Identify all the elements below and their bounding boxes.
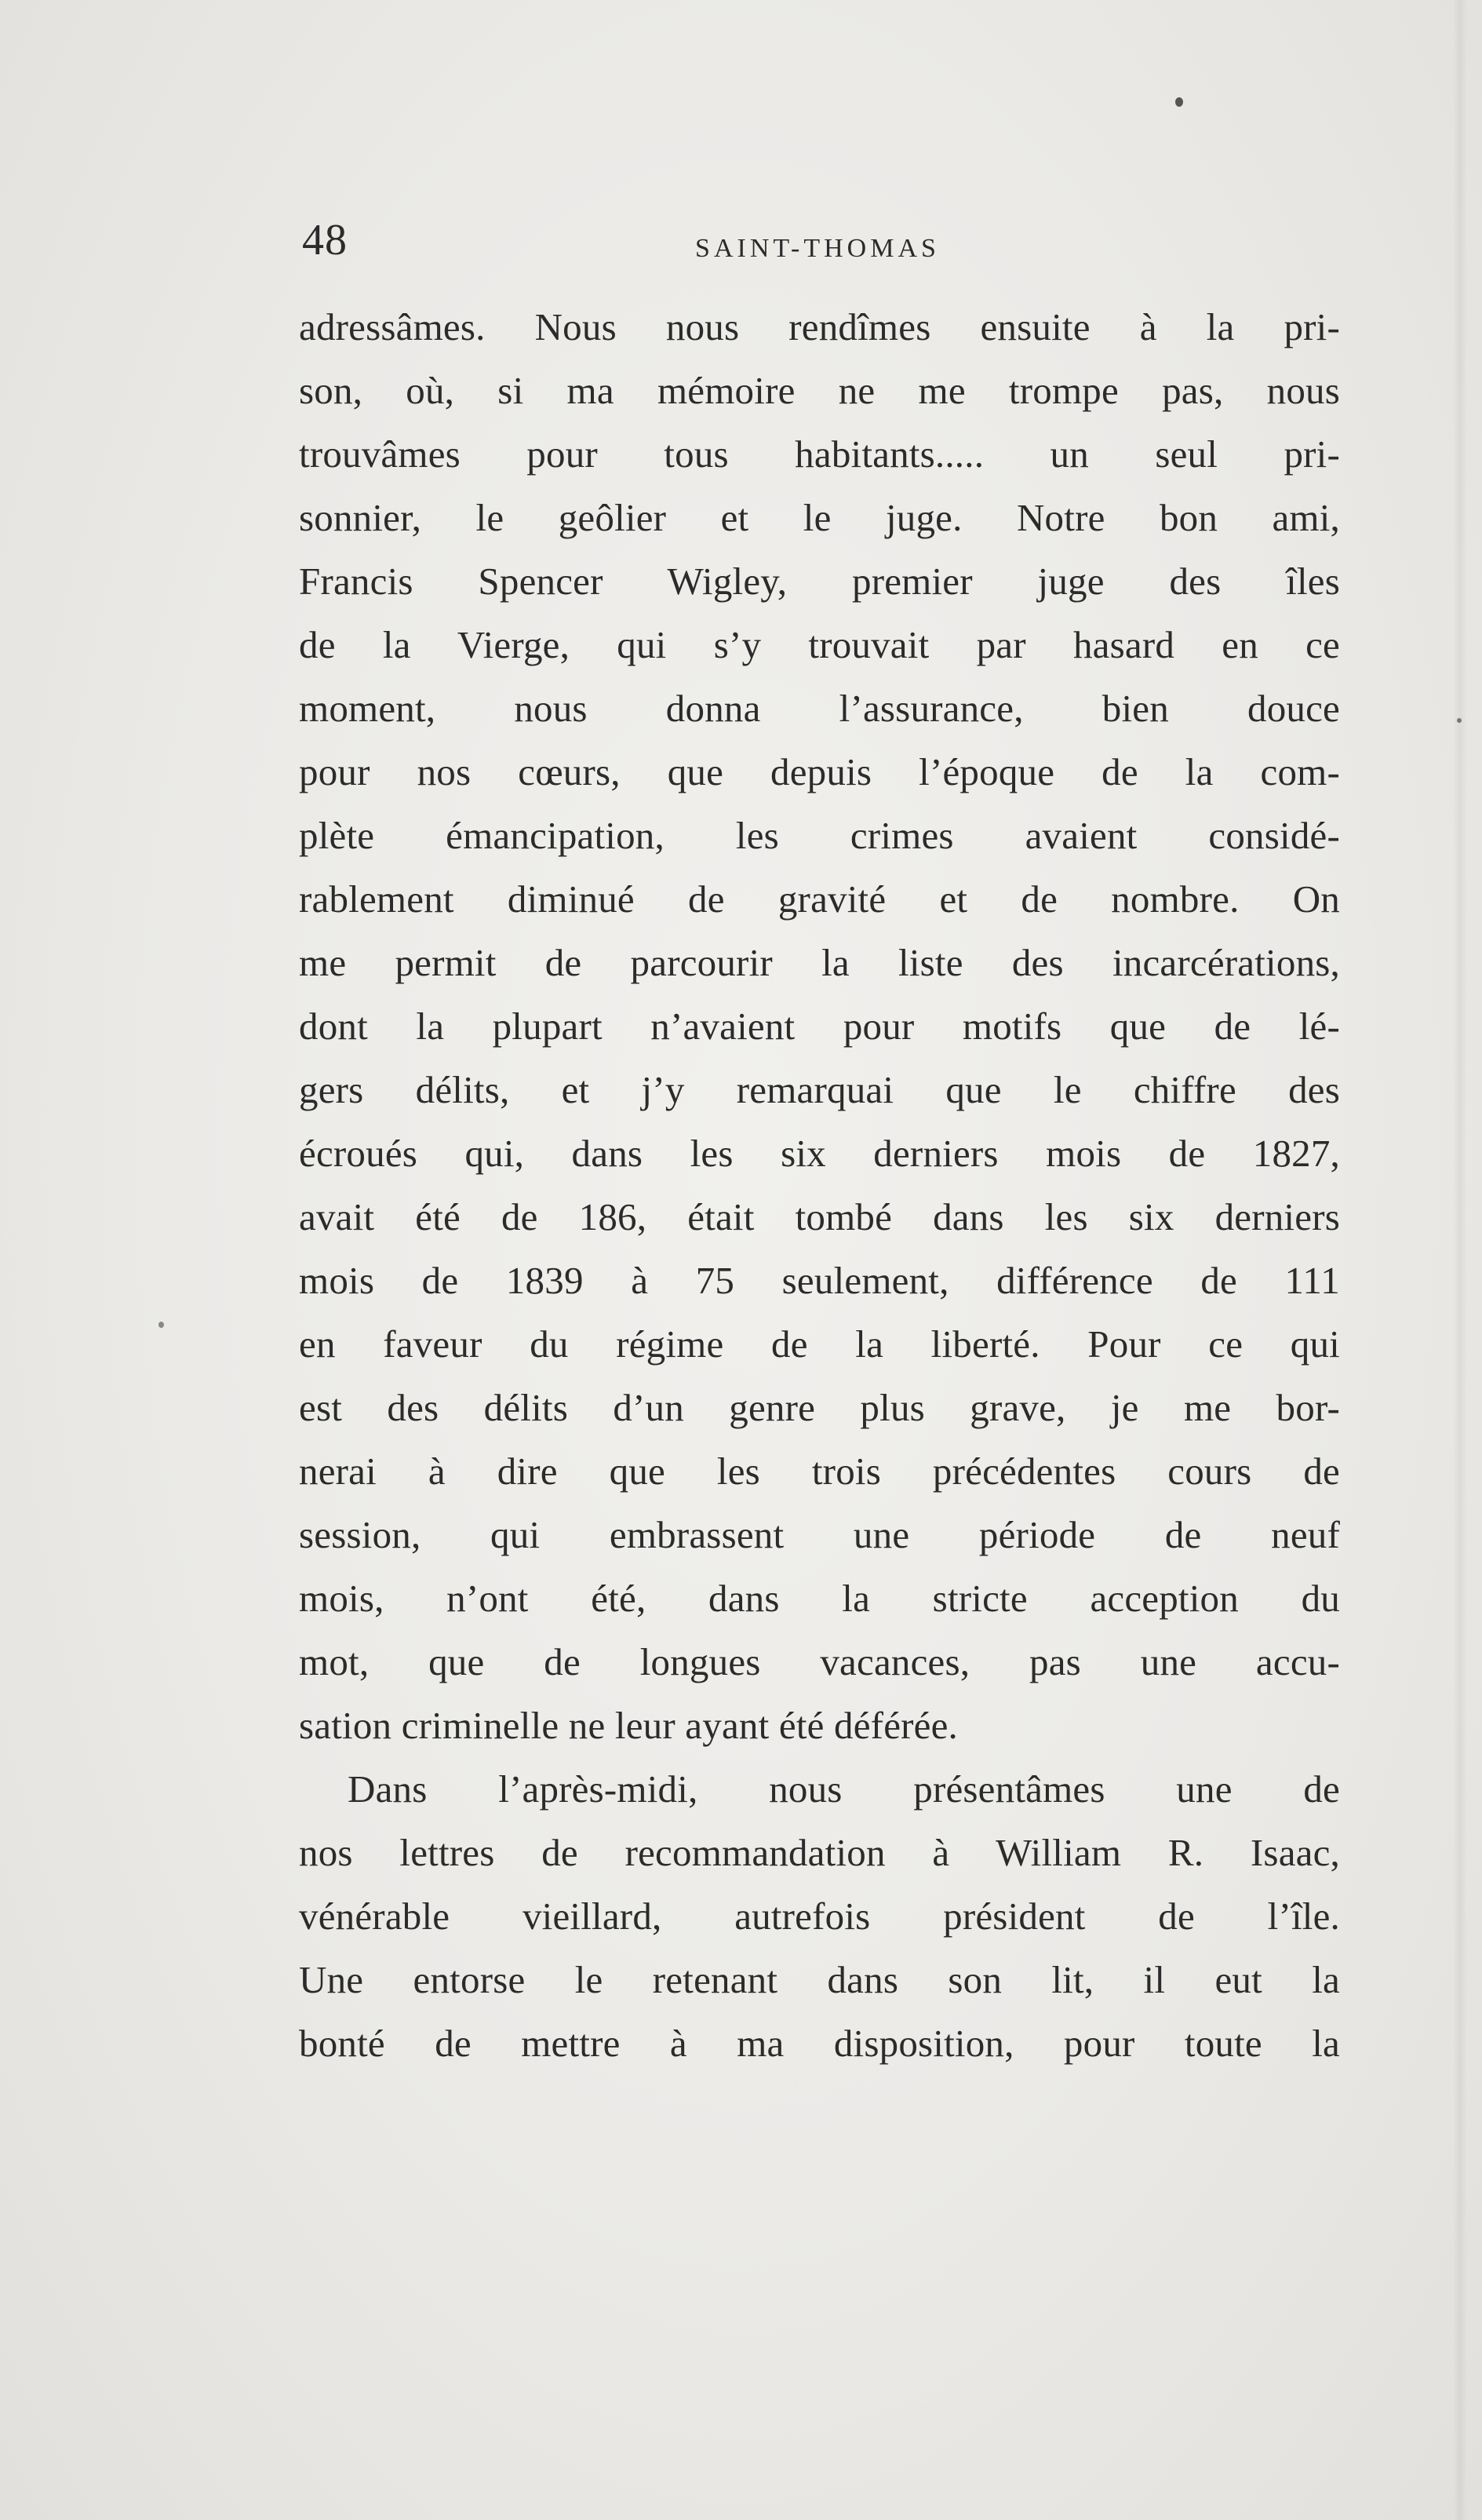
text-line: mot, que de longues vacances, pas une accu-	[299, 1640, 1340, 1683]
text-line: trouvâmes pour tous habitants..... un seul pri-	[299, 432, 1340, 476]
text-line: son, où, si ma mémoire ne me trompe pas, nous	[299, 369, 1340, 412]
paragraph-start-line: Dans l’après-midi, nous présentâmes une de	[348, 1767, 1340, 1811]
ink-speck	[1457, 718, 1462, 723]
text-line: mois, n’ont été, dans la stricte acception du	[299, 1577, 1340, 1620]
paragraph-end-line: sation criminelle ne leur ayant été déférée.	[299, 1704, 959, 1747]
text-line: moment, nous donna l’assurance, bien douce	[299, 687, 1340, 730]
page-edge-shadow	[1453, 0, 1467, 2520]
text-line: sonnier, le geôlier et le juge. Notre bon ami,	[299, 496, 1340, 539]
text-line: de la Vierge, qui s’y trouvait par hasard en ce	[299, 623, 1340, 666]
text-line: écroués qui, dans les six derniers mois de 1827,	[299, 1132, 1340, 1175]
ink-speck	[158, 1322, 164, 1328]
text-line: session, qui embrassent une période de neuf	[299, 1513, 1340, 1556]
text-line: gers délits, et j’y remarquai que le chiffre des	[299, 1068, 1340, 1111]
text-line: pour nos cœurs, que depuis l’époque de la com-	[299, 750, 1340, 793]
text-line: rablement diminué de gravité et de nombre. On	[299, 877, 1340, 921]
ink-speck	[1175, 97, 1183, 107]
text-line: adressâmes. Nous nous rendîmes ensuite à la pri-	[299, 305, 1340, 348]
text-line: nerai à dire que les trois précédentes cours de	[299, 1450, 1340, 1493]
text-line: plète émancipation, les crimes avaient considé-	[299, 814, 1340, 857]
body-text	[299, 295, 1340, 2075]
text-line: nos lettres de recommandation à William R. Isaac,	[299, 1831, 1340, 1874]
text-line: mois de 1839 à 75 seulement, différence de 111	[299, 1259, 1340, 1302]
text-line: est des délits d’un genre plus grave, je me bor-	[299, 1386, 1340, 1429]
text-line: Francis Spencer Wigley, premier juge des îles	[299, 560, 1340, 603]
text-line: avait été de 186, était tombé dans les six derniers	[299, 1195, 1340, 1238]
text-line: bonté de mettre à ma disposition, pour toute la	[299, 2022, 1340, 2065]
text-line: vénérable vieillard, autrefois président de l’île.	[299, 1895, 1340, 1938]
running-head	[302, 218, 1333, 281]
running-title: SAINT-THOMAS	[695, 234, 940, 263]
text-line: me permit de parcourir la liste des incarcérations,	[299, 941, 1340, 984]
page-number: 48	[302, 216, 348, 264]
text-line: Une entorse le retenant dans son lit, il eut la	[299, 1958, 1340, 2001]
text-line: dont la plupart n’avaient pour motifs que de lé-	[299, 1005, 1340, 1048]
text-line: en faveur du régime de la liberté. Pour ce qui	[299, 1322, 1340, 1366]
